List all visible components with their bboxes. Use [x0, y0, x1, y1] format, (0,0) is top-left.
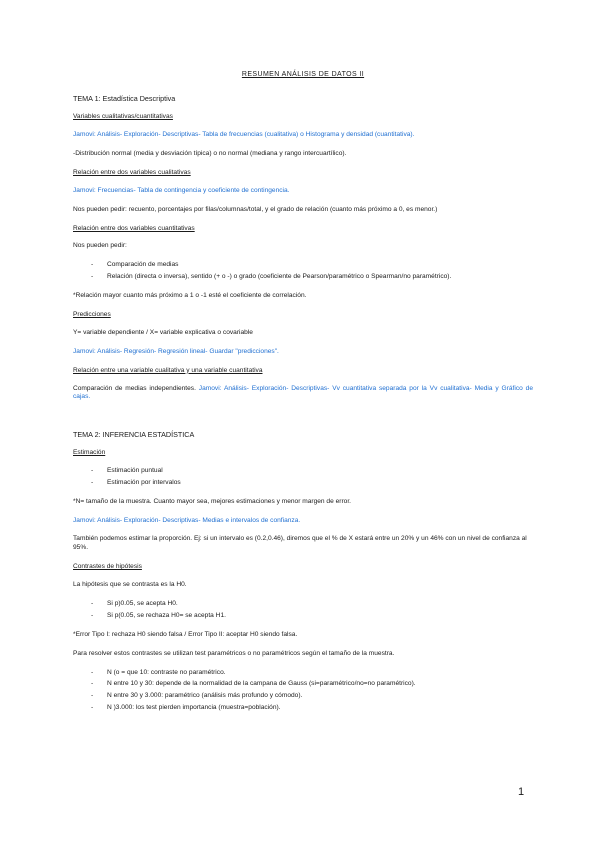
document-content [73, 70, 533, 723]
pred-heading: Predicciones [73, 310, 111, 318]
list-item: - Relación (directa o inversa), sentido (+ o -) o grado (coeficiente de Pearson/paramétrico o Spearman/no paramétrico). [73, 273, 533, 282]
list-item: - Si p(0.05, se rechaza H0= se acepta H1. [73, 612, 533, 621]
hip-heading: Contrastes de hipótesis [73, 563, 142, 571]
tema2-heading: TEMA 2: INFERENCIA ESTADÍSTICA [73, 430, 195, 440]
list-item: - Comparación de medias [73, 261, 533, 270]
vars-cc-jamovi: Jamovi: Análisis- Exploración- Descriptivas- Tabla de frecuencias (cualitativa) o Histograma y densidad (cuantitativa). [73, 131, 415, 139]
list-item: - N )3.000: los test pierden importancia (muestra=población). [73, 704, 533, 713]
page-number: 1 [518, 786, 525, 798]
rel-cual-jamovi: Jamovi: Frecuencias- Tabla de contingencia y coeficiente de contingencia. [73, 186, 290, 194]
rel-cuant-note: *Relación mayor cuanto más próximo a 1 o -1 esté el coeficiente de correlación. [73, 292, 307, 300]
est-jamovi: Jamovi: Análisis- Exploración- Descriptivas- Medias e intervalos de confianza. [73, 516, 301, 524]
rel-mix-text: Comparación de medias independientes. [73, 384, 196, 392]
est-list [73, 467, 533, 488]
pred-text: Y= variable dependiente / X= variable explicativa o covariable [73, 328, 253, 336]
hip-list [73, 600, 533, 621]
list-item: - Si p)0.05, se acepta H0. [73, 600, 533, 609]
hip-note: *Error Tipo I: rechaza H0 siendo falsa / Error Tipo II: aceptar H0 siendo falsa. [73, 630, 298, 638]
vars-cc-text: -Distribución normal (media y desviación típica) o no normal (mediana y rango intercuartílico). [73, 149, 347, 157]
hip-text: Para resolver estos contrastes se utilizan test paramétricos o no paramétricos según el tamaño de la muestra. [73, 649, 395, 657]
hip-intro: La hipótesis que se contrasta es la H0. [73, 581, 187, 589]
rel-cual-heading: Relación entre dos variables cualitativas [73, 168, 191, 176]
list-item: - Estimación por intervalos [73, 479, 533, 488]
est-note: *N= tamaño de la muestra. Cuanto mayor sea, mejores estimaciones y menor margen de error. [73, 497, 351, 505]
pred-jamovi: Jamovi: Análisis- Regresión- Regresión lineal- Guardar "predicciones". [73, 347, 279, 355]
rel-cuant-intro: Nos pueden pedir: [73, 242, 127, 250]
rel-cuant-list [73, 261, 533, 282]
rel-mix-jamovi: Jamovi: Análisis- Exploración- Descriptivas- Vv cuantitativa separada por la Vv cualitativa- Media y Gráfico de cajas. [73, 384, 533, 401]
list-item: - N entre 10 y 30: depende de la normalidad de la campana de Gauss (si=paramétrico/no=no paramétrico). [73, 680, 533, 689]
rel-cuant-heading: Relación entre dos variables cuantitativas [73, 224, 195, 232]
tema1-heading: TEMA 1: Estadística Descriptiva [73, 94, 176, 104]
list-item: - Estimación puntual [73, 467, 533, 476]
document-title: RESUMEN ANÁLISIS DE DATOS II [241, 71, 365, 78]
rel-mix-heading: Relación entre una variable cualitativa y una variable cuantitativa [73, 366, 263, 374]
est-heading: Estimación [73, 449, 106, 457]
rel-cual-text: Nos pueden pedir: recuento, porcentajes por filas/columnas/total, y el grado de relación (cuanto más próximo a 0, es menor.) [73, 205, 438, 213]
est-text: También podemos estimar la proporción. Ej: si un intervalo es (0.2,0.46), diremos que el % de X estará entre un 20% y un 46% con un nivel de confianza al 95%. [73, 535, 527, 552]
list-item: - N (o = que 10: contraste no paramétrico. [73, 669, 533, 678]
list-item: - N entre 30 y 3.000: paramétrico (análisis más profundo y cómodo). [73, 692, 533, 701]
hip-list-2 [73, 669, 533, 714]
rel-mix-paragraph [73, 385, 533, 403]
vars-cc-heading: Variables cualitativas/cuantitativas [73, 113, 173, 121]
